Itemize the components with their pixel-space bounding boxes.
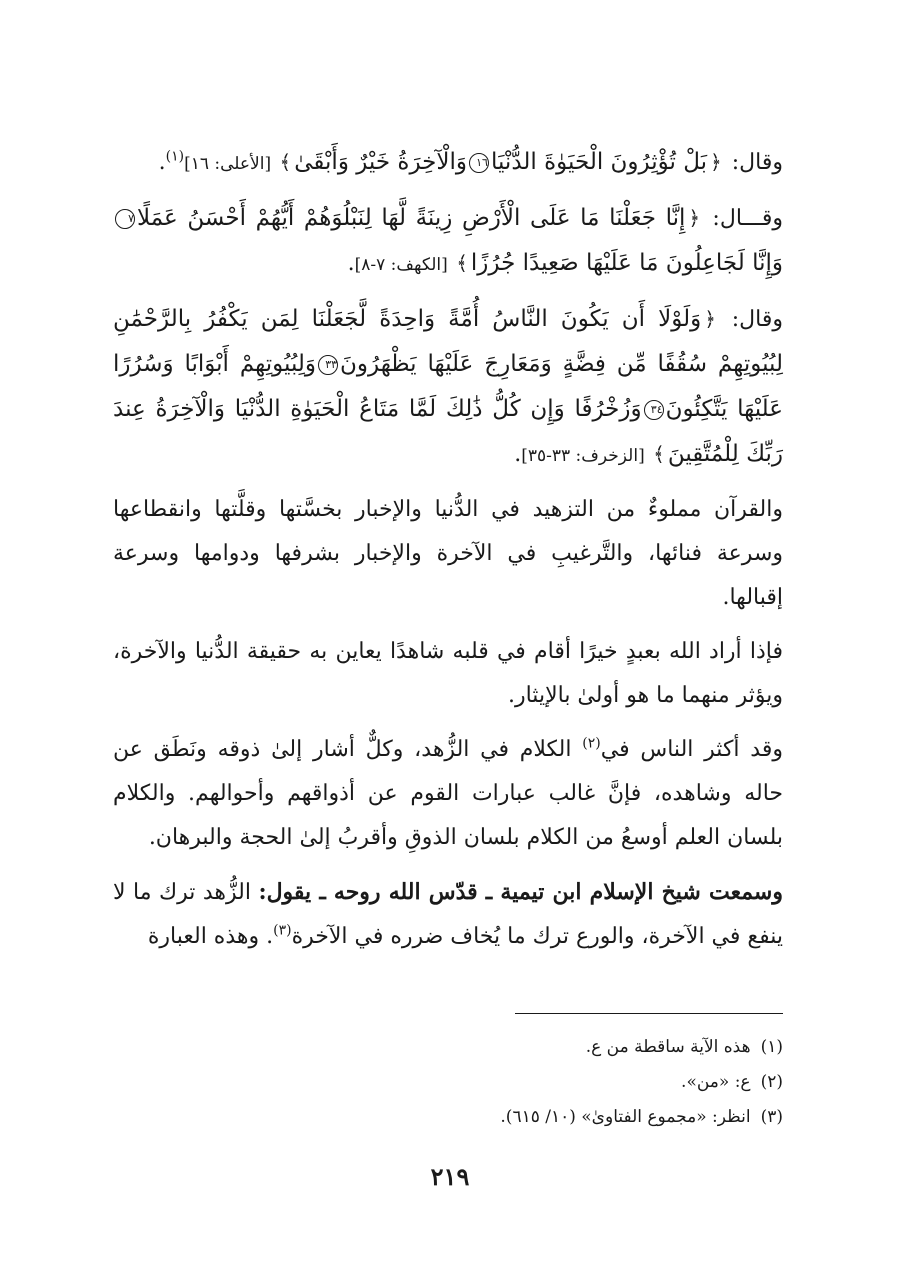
paragraph-text: الكلام في الزُّهد، وكلٌّ أشار إلىٰ ذوقه ونَطَق عن حاله وشاهده، فإنَّ غالب عبارات القوم عن أذواقهم وأحوالهم. والكلام بلسان العلم أوسعُ من الكلام بلسان الذوقِ وأقربُ إلىٰ الحجة والبرهان. bbox=[113, 737, 783, 850]
footnote-number: (١) bbox=[760, 1037, 783, 1057]
quran-verse: بَلْ تُؤْثِرُونَ الْحَيَوٰةَ الدُّنْيَا bbox=[490, 149, 708, 175]
paragraph-text: وقد أكثر الناس في bbox=[600, 737, 783, 762]
quran-verse: وَإِنَّا لَجَاعِلُونَ مَا عَلَيْهَا صَعِيدًا جُرُزًا bbox=[470, 250, 783, 276]
footnote-separator bbox=[515, 1013, 783, 1014]
surah-reference: [الكهف: ٧-٨] bbox=[354, 255, 454, 275]
quran-bracket-open: ﴿ bbox=[710, 150, 722, 174]
footnote-marker: (٢) bbox=[582, 735, 601, 752]
quran-bracket-close: ﴾ bbox=[653, 442, 665, 466]
footnote-item bbox=[113, 1065, 783, 1100]
footnote-marker: (١) bbox=[165, 148, 185, 165]
footnote-number: (٣) bbox=[760, 1107, 783, 1127]
quran-verse: وَلِبُيُوتِهِمْ أَبْوَابًا وَسُرُرًا عَلَيْهَا يَتَّكِئُونَ bbox=[113, 351, 783, 422]
surah-reference: [الزخرف: ٣٣-٣٥] bbox=[521, 446, 651, 466]
main-text bbox=[113, 140, 783, 969]
paragraph-text: الزُّهد ترك ما لا ينفع في الآخرة، والورع ترك ما يُخاف ضرره في الآخرة bbox=[113, 880, 783, 949]
surah-reference: [الأعلى: ١٦] bbox=[184, 154, 277, 174]
ayah-number-marker: ٧ bbox=[115, 209, 135, 229]
footnote-text: انظر: «مجموع الفتاوىٰ» (١٠/ ٦١٥). bbox=[500, 1107, 751, 1127]
paragraph-quote-al-ala bbox=[113, 140, 783, 186]
ayah-number-marker: ١٦ bbox=[469, 153, 489, 173]
quran-verse: وَالْآخِرَةُ خَيْرٌ وَأَبْقَىٰ bbox=[294, 149, 467, 175]
footnote-item bbox=[113, 1030, 783, 1065]
paragraph-ibn-taymiyyah bbox=[113, 870, 783, 959]
paragraph-text: . وهذه العبارة bbox=[147, 924, 274, 949]
paragraph-speech-on-zuhd bbox=[113, 728, 783, 860]
sentence-end: . bbox=[514, 442, 522, 467]
paragraph-quote-al-kahf bbox=[113, 196, 783, 287]
footnote-number: (٢) bbox=[760, 1072, 783, 1092]
sentence-end: . bbox=[347, 251, 355, 276]
paragraph-quran-asceticism: والقرآن مملوءٌ من التزهيد في الدُّنيا والإخبار بخسَّتها وقلَّتها وانقطاعها وسرعة فنائها، والتَّرغيبِ في الآخرة والإخبار بشرفها ودوامها وسرعة إقبالها. bbox=[113, 497, 783, 610]
quran-bracket-open: ﴿ bbox=[704, 307, 716, 331]
page-number: ٢١٩ bbox=[430, 1162, 470, 1191]
quote-intro: وقـــال: bbox=[703, 206, 783, 231]
footnote-text: ع: «من». bbox=[681, 1072, 751, 1092]
sentence-end: . bbox=[158, 150, 166, 175]
quran-bracket-close: ﴾ bbox=[456, 251, 468, 275]
paragraph-quote-az-zukhruf bbox=[113, 297, 783, 478]
quote-intro: وقال: bbox=[718, 307, 783, 332]
footnote-text: هذه الآية ساقطة من ع. bbox=[585, 1037, 751, 1057]
quran-verse: إِنَّا جَعَلْنَا مَا عَلَى الْأَرْضِ زِينَةً لَّهَا لِنَبْلُوَهُمْ أَيُّهُمْ أَحْسَنُ عَمَلًا bbox=[137, 205, 686, 231]
quran-verse: وَلَوْلَا أَن يَكُونَ النَّاسُ أُمَّةً وَاحِدَةً لَّجَعَلْنَا لِمَن يَكْفُرُ بِالرَّحْمَٰنِ لِبُيُوتِهِمْ سُقُفًا مِّن فِضَّةٍ وَمَعَارِجَ عَلَيْهَا يَظْهَرُونَ bbox=[113, 306, 783, 377]
bold-attribution: وسمعت شيخ الإسلام ابن تيمية ـ قدّس الله روحه ـ يقول: bbox=[258, 879, 783, 905]
footnote-item bbox=[113, 1100, 783, 1135]
quran-bracket-close: ﴾ bbox=[279, 150, 292, 174]
footnote-marker: (٣) bbox=[273, 922, 292, 939]
ayah-number-marker: ٣٤ bbox=[644, 400, 664, 420]
ayah-number-marker: ٣٣ bbox=[318, 355, 338, 375]
footnotes bbox=[113, 1030, 783, 1135]
quote-intro: وقال: bbox=[724, 150, 783, 175]
quran-verse: وَزُخْرُفًا وَإِن كُلُّ ذَٰلِكَ لَمَّا مَتَاعُ الْحَيَوٰةِ الدُّنْيَا وَالْآخِرَةُ عِندَ رَبِّكَ لِلْمُتَّقِينَ bbox=[113, 396, 783, 467]
paragraph-witness-heart: فإذا أراد الله بعبدٍ خيرًا أقام في قلبه شاهدًا يعاين به حقيقة الدُّنيا والآخرة، ويؤثر منهما ما هو أولىٰ بالإيثار. bbox=[113, 639, 783, 708]
quran-bracket-open: ﴿ bbox=[688, 206, 701, 230]
